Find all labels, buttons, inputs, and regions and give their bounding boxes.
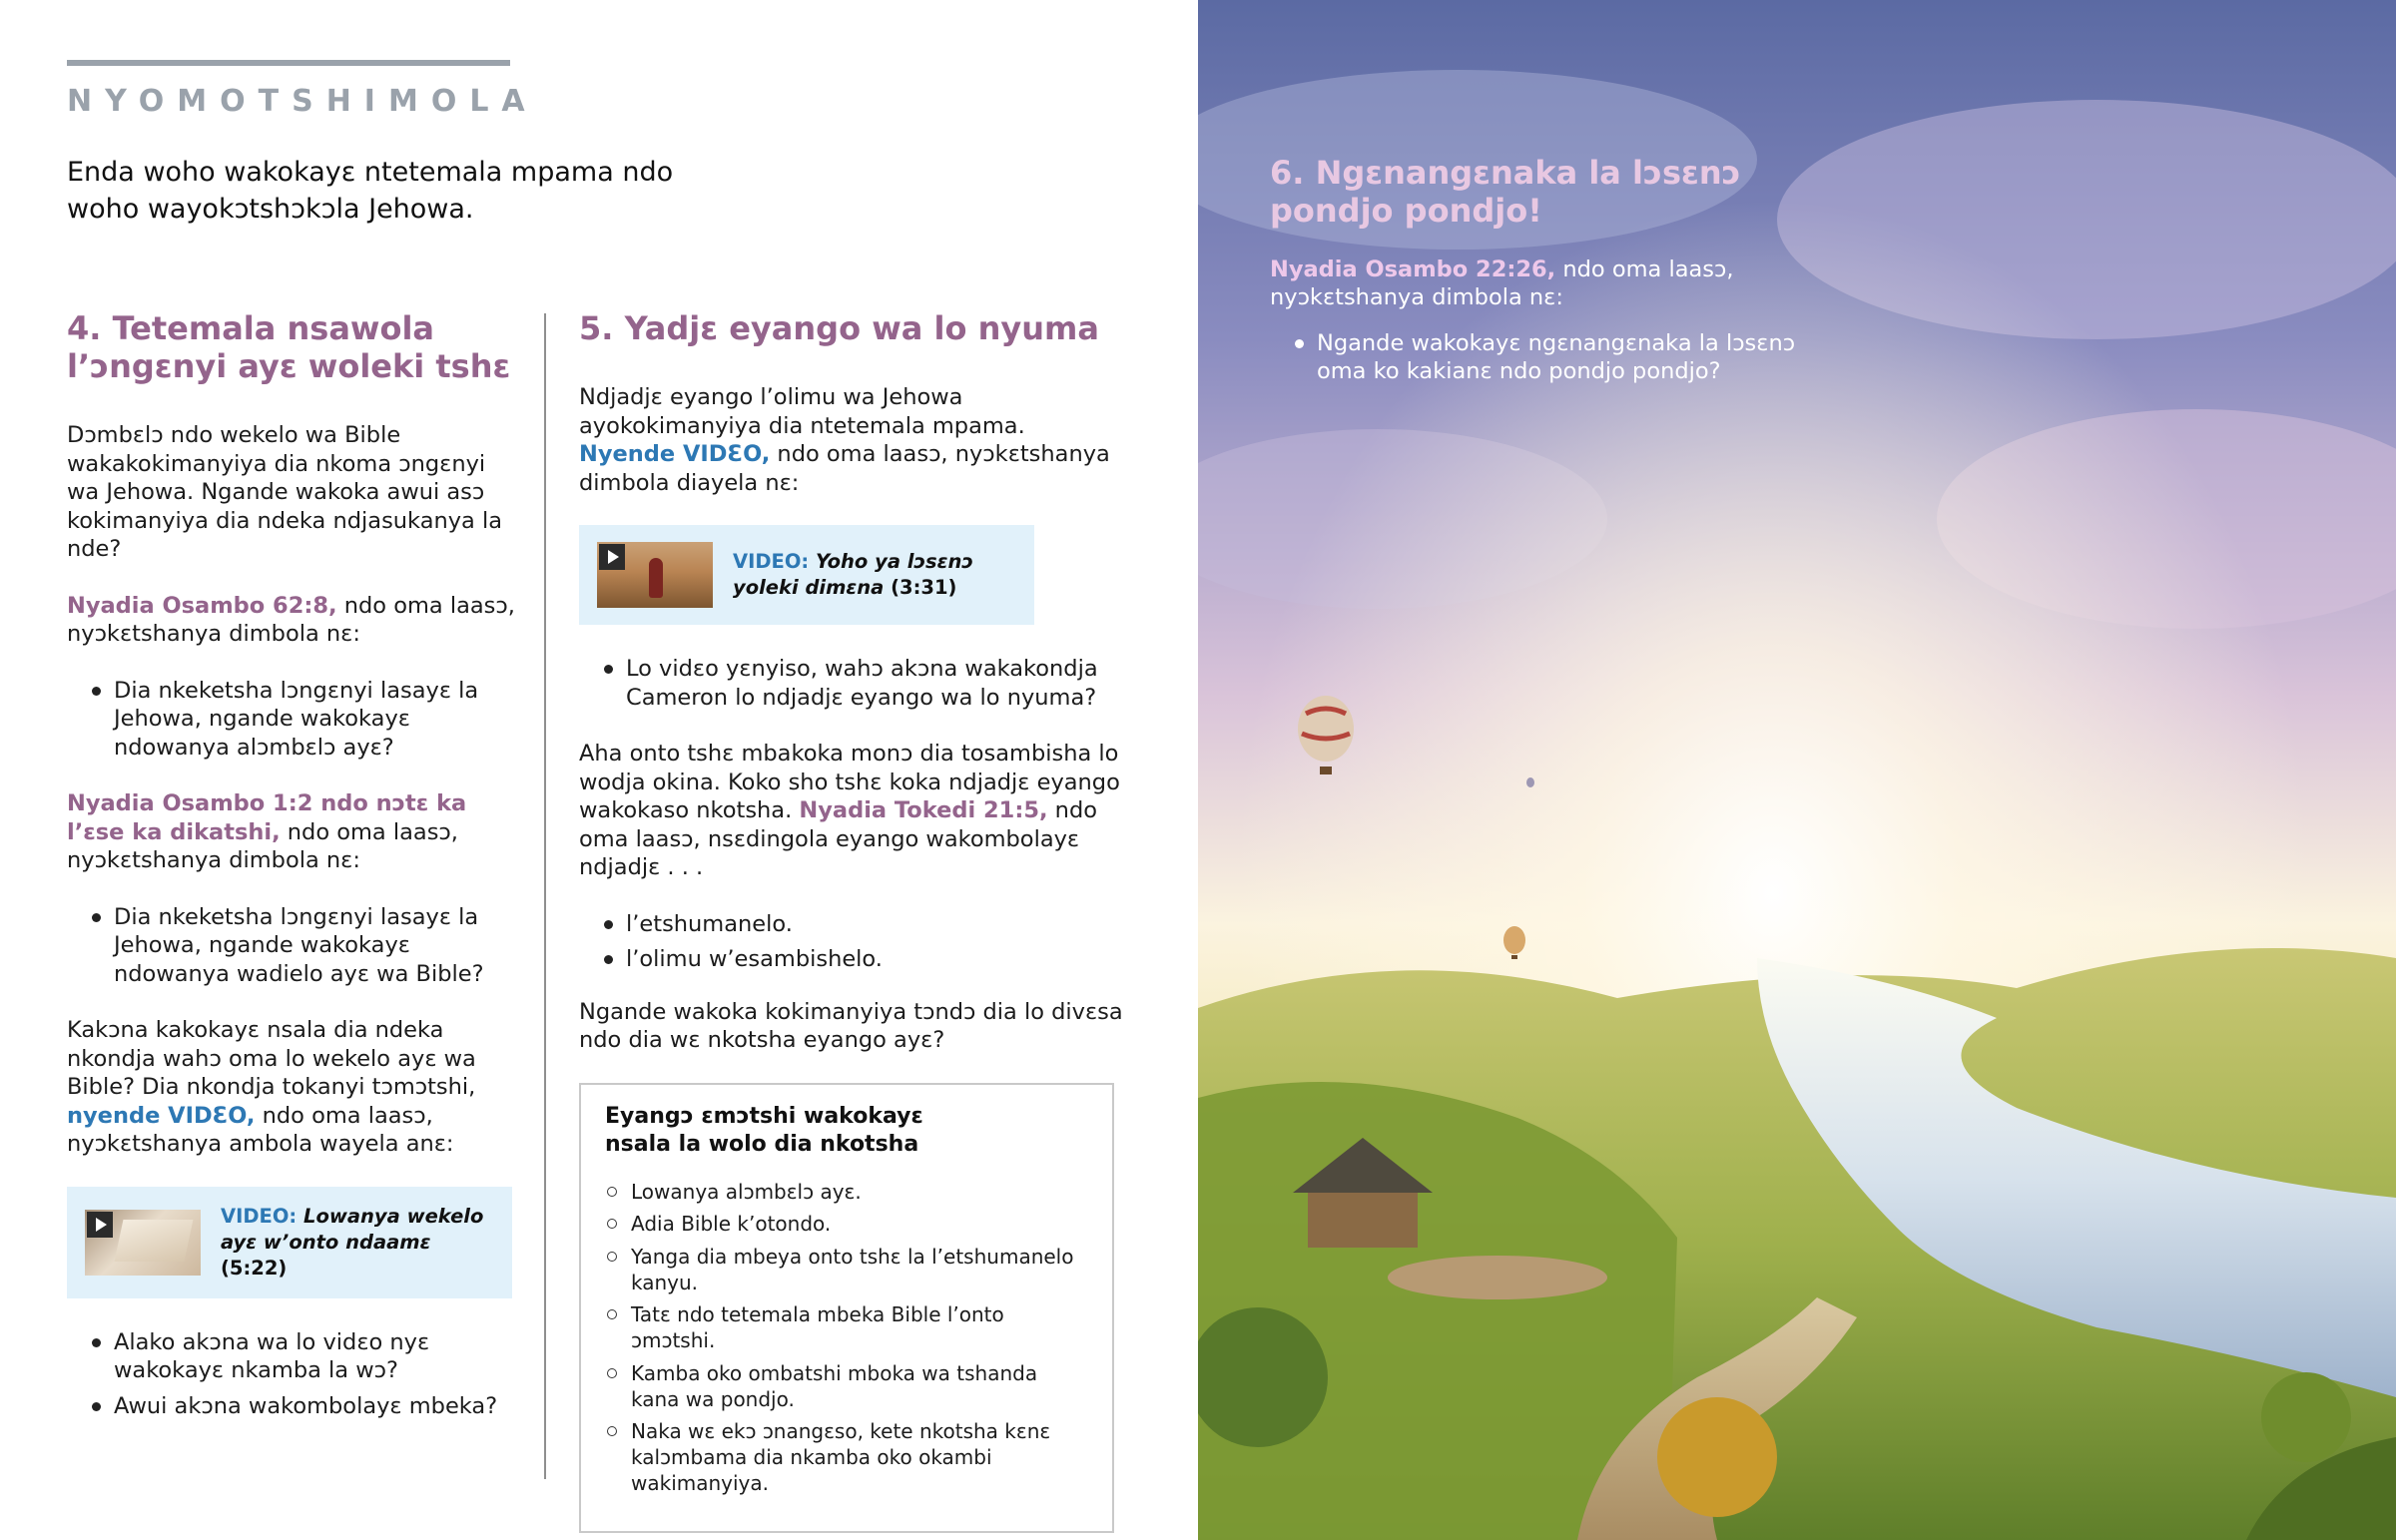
section-4-questions-1	[67, 677, 516, 763]
play-icon[interactable]	[87, 1212, 113, 1238]
video-card-best-life[interactable]	[579, 525, 1034, 625]
scripture-link-psalm-22-26[interactable]: Nyadia Osambo 22:26,	[1270, 257, 1556, 282]
goal-item: Yanga dia mbeya onto tshɛ la l’etshumanelo kanyu.	[605, 1244, 1088, 1295]
section-6-questions	[1270, 329, 1849, 385]
section-4-questions-3	[67, 1328, 516, 1421]
video-caption	[733, 549, 1016, 601]
section-5	[579, 299, 1128, 1533]
column-divider	[544, 313, 546, 1479]
section-5-paragraph-2: Aha onto tshɛ mbakoka monɔ dia tosambisha lo wodja okina. Koko sho tshɛ koka ndjadjɛ eyango wakokaso nkotsha. Nyadia Tokedi 21:5, ndo oma laasɔ, nsɛdingola eyango wakombolayɛ ndjadjɛ . . .	[579, 741, 1120, 880]
hot-air-balloon-3	[1526, 777, 1534, 787]
section-6	[1270, 154, 1849, 413]
video-link[interactable]: nyende VIDƐO,	[67, 1102, 256, 1129]
video-link[interactable]: Nyende VIDƐO,	[579, 441, 771, 467]
scripture-link-psalm-1-2[interactable]: Nyadia Osambo 1:2 ndo nɔtɛ ka l’ɛse ka dikatshi,	[67, 790, 467, 845]
section-5-goal-areas	[579, 910, 1128, 974]
section-5-paragraph-3: Ngande wakoka kokimanyiya tɔndɔ dia lo divɛsa ndo dia wɛ nkotsha eyango ayɛ?	[579, 998, 1123, 1053]
section-5-paragraph-1: Ndjadjɛ eyango l’olimu wa Jehowa ayokokimanyiya dia ntetemala mpama. Nyende VIDƐO, ndo oma laasɔ, nyɔkɛtshanya dimbola diayela nɛ:	[579, 384, 1110, 496]
question-item: Dia nkeketsha lɔngɛnyi lasayɛ la Jehowa, ngande wakokayɛ ndowanya alɔmbɛlɔ ayɛ?	[67, 677, 516, 763]
section-4-questions-2	[67, 903, 516, 989]
section-4	[67, 299, 516, 1448]
video-duration: (5:22)	[221, 1256, 288, 1280]
video-label: VIDEO:	[221, 1204, 298, 1228]
video-title: Yoho ya lɔsɛnɔ yoleki dimɛna	[733, 550, 973, 599]
video-card-study[interactable]	[67, 1187, 512, 1298]
scripture-link-proverbs-21-5[interactable]: Nyadia Tokedi 21:5,	[799, 797, 1048, 823]
goals-box-title: Eyangɔ ɛmɔtshi wakokayɛ nsala la wolo dia nkotsha	[605, 1103, 923, 1157]
goal-item: Naka wɛ ekɔ ɔnangɛso, kete nkotsha kɛnɛ kalɔmbama dia nkamba oko okambi wakimanyiya.	[605, 1418, 1088, 1496]
goals-box	[579, 1083, 1114, 1533]
scripture-link-psalm-62-8[interactable]: Nyadia Osambo 62:8,	[67, 592, 337, 619]
question-item: Lo vidɛo yɛnyiso, wahɔ akɔna wakakondja Cameron lo ndjadjɛ eyango wa lo nyuma?	[579, 655, 1128, 712]
intro-text: Enda woho wakokayɛ ntetemala mpama ndo woho wayokɔtshɔkɔla Jehowa.	[67, 157, 674, 225]
section-6-scripture-prompt: Nyadia Osambo 22:26, ndo oma laasɔ, nyɔkɛtshanya dimbola nɛ:	[1270, 257, 1734, 310]
video-thumbnail[interactable]	[85, 1210, 201, 1276]
section-4-heading: 4. Tetemala nsawola l’ɔngɛnyi ayɛ woleki tshɛ	[67, 309, 511, 385]
video-thumbnail[interactable]	[597, 542, 713, 608]
section-label: NYOMOTSHIMOLA	[67, 84, 538, 119]
video-duration: (3:31)	[891, 576, 957, 599]
goal-item: Adia Bible k’otondo.	[605, 1211, 1088, 1237]
goal-area-item: l’olimu w’esambishelo.	[579, 945, 1128, 974]
question-item: Ngande wakokayɛ ngɛnangɛnaka la lɔsɛnɔ oma ko kakianɛ ndo pondjo pondjo?	[1270, 329, 1849, 385]
video-title: Lowanya wekelo ayɛ w’onto ndaamɛ	[221, 1204, 484, 1254]
goal-item: Tatɛ ndo tetemala mbeka Bible l’onto ɔmɔtshi.	[605, 1301, 1088, 1353]
goal-item: Kamba oko ombatshi mboka wa tshanda kana wa pondjo.	[605, 1360, 1088, 1412]
play-icon[interactable]	[599, 544, 625, 570]
section-4-scripture-prompt-1: Nyadia Osambo 62:8, ndo oma laasɔ, nyɔkɛtshanya dimbola nɛ:	[67, 592, 515, 647]
video-label: VIDEO:	[733, 550, 810, 573]
section-4-paragraph-2: Kakɔna kakokayɛ nsala dia ndeka nkondja wahɔ oma lo wekelo ayɛ wa Bible? Dia nkondja tokanyi tɔmɔtshi, nyende VIDƐO, ndo oma laasɔ, nyɔkɛtshanya ambola wayela anɛ:	[67, 1017, 476, 1157]
section-rule	[67, 60, 510, 66]
question-item: Awui akɔna wakombolayɛ mbeka?	[67, 1392, 516, 1421]
section-5-heading: 5. Yadjɛ eyango wa lo nyuma	[579, 309, 1099, 347]
video-caption	[221, 1204, 494, 1282]
section-4-scripture-prompt-2: Nyadia Osambo 1:2 ndo nɔtɛ ka l’ɛse ka dikatshi, ndo oma laasɔ, nyɔkɛtshanya dimbola nɛ:	[67, 790, 467, 873]
goals-list	[605, 1179, 1088, 1497]
goal-area-item: l’etshumanelo.	[579, 910, 1128, 939]
goal-item: Lowanya alɔmbɛlɔ ayɛ.	[605, 1179, 1088, 1205]
question-item: Dia nkeketsha lɔngɛnyi lasayɛ la Jehowa, ngande wakokayɛ ndowanya wadielo ayɛ wa Bible?	[67, 903, 516, 989]
section-4-paragraph-1: Dɔmbɛlɔ ndo wekelo wa Bible wakakokimanyiya dia nkoma ɔngɛnyi wa Jehowa. Ngande wakoka awui asɔ kokimanyiya dia ndeka ndjasukanya la nde?	[67, 422, 503, 562]
section-5-questions-1	[579, 655, 1128, 712]
section-6-heading: 6. Ngɛnangɛnaka la lɔsɛnɔ pondjo pondjo!	[1270, 154, 1741, 230]
question-item: Alako akɔna wa lo vidɛo nyɛ wakokayɛ nkamba la wɔ?	[67, 1328, 516, 1385]
